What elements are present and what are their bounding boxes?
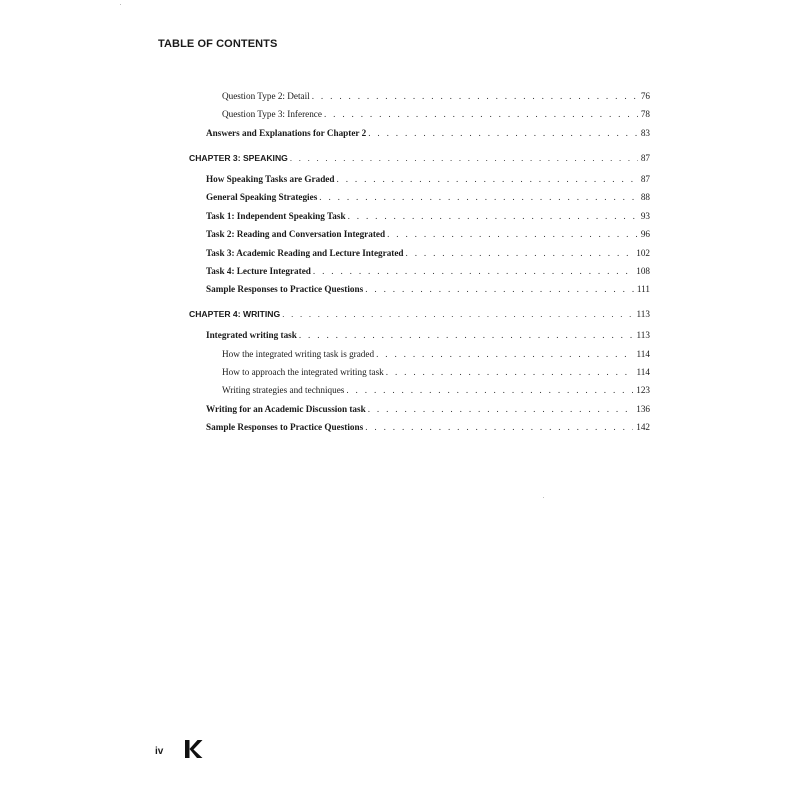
toc-entry-page: 83 bbox=[640, 128, 650, 138]
toc-entry-title: How the integrated writing task is graded bbox=[222, 349, 375, 359]
toc-dot-leader bbox=[368, 127, 638, 139]
toc-entry-title: CHAPTER 3: SPEAKING bbox=[189, 153, 288, 163]
toc-entry-title: Answers and Explanations for Chapter 2 bbox=[206, 128, 367, 138]
toc-entry bbox=[206, 228, 650, 240]
toc-entry-page: 111 bbox=[636, 284, 650, 294]
toc-dot-leader bbox=[368, 403, 634, 415]
toc-entry-page: 108 bbox=[636, 266, 650, 276]
toc-dot-leader bbox=[406, 247, 634, 259]
toc-entry bbox=[206, 173, 650, 185]
toc-dot-leader bbox=[386, 366, 634, 378]
toc-entry-page: 102 bbox=[636, 248, 650, 258]
toc-entry-title: Sample Responses to Practice Questions bbox=[206, 284, 364, 294]
toc-entry-page: 114 bbox=[636, 349, 650, 359]
toc-chapter-entry bbox=[189, 308, 650, 320]
toc-entry-page: 78 bbox=[640, 109, 650, 119]
toc-entry bbox=[206, 210, 650, 222]
toc-entry-page: 93 bbox=[640, 211, 650, 221]
toc-chapter-entry bbox=[189, 152, 650, 164]
toc-entry-page: 113 bbox=[636, 330, 650, 340]
toc-entry bbox=[206, 247, 650, 259]
toc-entry-page: 96 bbox=[640, 229, 650, 239]
page-title: TABLE OF CONTENTS bbox=[158, 38, 278, 50]
toc-entry-page: 76 bbox=[640, 91, 650, 101]
toc-dot-leader bbox=[312, 90, 638, 102]
toc-entry-title: Task 4: Lecture Integrated bbox=[206, 266, 311, 276]
toc-entry bbox=[222, 384, 650, 396]
toc-dot-leader bbox=[348, 210, 638, 222]
toc-entry bbox=[222, 366, 650, 378]
toc-entry-title: Question Type 3: Inference bbox=[222, 109, 322, 119]
toc-entry-title: Sample Responses to Practice Questions bbox=[206, 422, 364, 432]
toc-entry-title: Task 1: Independent Speaking Task bbox=[206, 211, 346, 221]
toc-entry bbox=[222, 108, 650, 120]
toc-entry bbox=[206, 403, 650, 415]
toc-entry bbox=[222, 348, 650, 360]
toc-entry-page: 136 bbox=[636, 404, 650, 414]
toc-entry-title: Writing strategies and techniques bbox=[222, 385, 345, 395]
toc-dot-leader bbox=[290, 152, 638, 164]
toc-entry-title: Task 3: Academic Reading and Lecture Integrated bbox=[206, 248, 404, 258]
toc-entry-title: Writing for an Academic Discussion task bbox=[206, 404, 366, 414]
toc-entry-page: 142 bbox=[636, 422, 650, 432]
kaplan-k-logo-icon bbox=[183, 738, 203, 760]
toc-entry bbox=[206, 127, 650, 139]
toc-entry bbox=[222, 90, 650, 102]
toc-entry-title: General Speaking Strategies bbox=[206, 192, 318, 202]
toc-entry-page: 87 bbox=[640, 174, 650, 184]
toc-dot-leader bbox=[324, 108, 638, 120]
toc-entry bbox=[206, 283, 650, 295]
toc-dot-leader bbox=[337, 173, 638, 185]
page-number: iv bbox=[155, 746, 164, 757]
toc-entry-page: 113 bbox=[636, 309, 650, 319]
toc-entry-page: 88 bbox=[640, 192, 650, 202]
toc-entry-title: Question Type 2: Detail bbox=[222, 91, 310, 101]
toc-entry-page: 123 bbox=[636, 385, 650, 395]
toc-dot-leader bbox=[282, 308, 633, 320]
toc-entry-page: 114 bbox=[636, 367, 650, 377]
toc-entry bbox=[206, 191, 650, 203]
toc-dot-leader bbox=[319, 191, 638, 203]
toc-entry bbox=[206, 265, 650, 277]
toc-entry-title: Integrated writing task bbox=[206, 330, 297, 340]
toc-entry-title: How Speaking Tasks are Graded bbox=[206, 174, 335, 184]
toc-entry-title: How to approach the integrated writing task bbox=[222, 367, 384, 377]
toc-entry-title: Task 2: Reading and Conversation Integrated bbox=[206, 229, 386, 239]
toc-dot-leader bbox=[313, 265, 633, 277]
toc-dot-leader bbox=[365, 421, 633, 433]
toc-dot-leader bbox=[365, 283, 634, 295]
toc-dot-leader bbox=[299, 329, 634, 341]
toc-entry-page: 87 bbox=[640, 153, 650, 163]
toc-entry bbox=[206, 421, 650, 433]
toc-dot-leader bbox=[387, 228, 638, 240]
toc-dot-leader bbox=[376, 348, 633, 360]
toc-dot-leader bbox=[346, 384, 633, 396]
toc-entry bbox=[206, 329, 650, 341]
toc-entry-title: CHAPTER 4: WRITING bbox=[189, 309, 281, 319]
